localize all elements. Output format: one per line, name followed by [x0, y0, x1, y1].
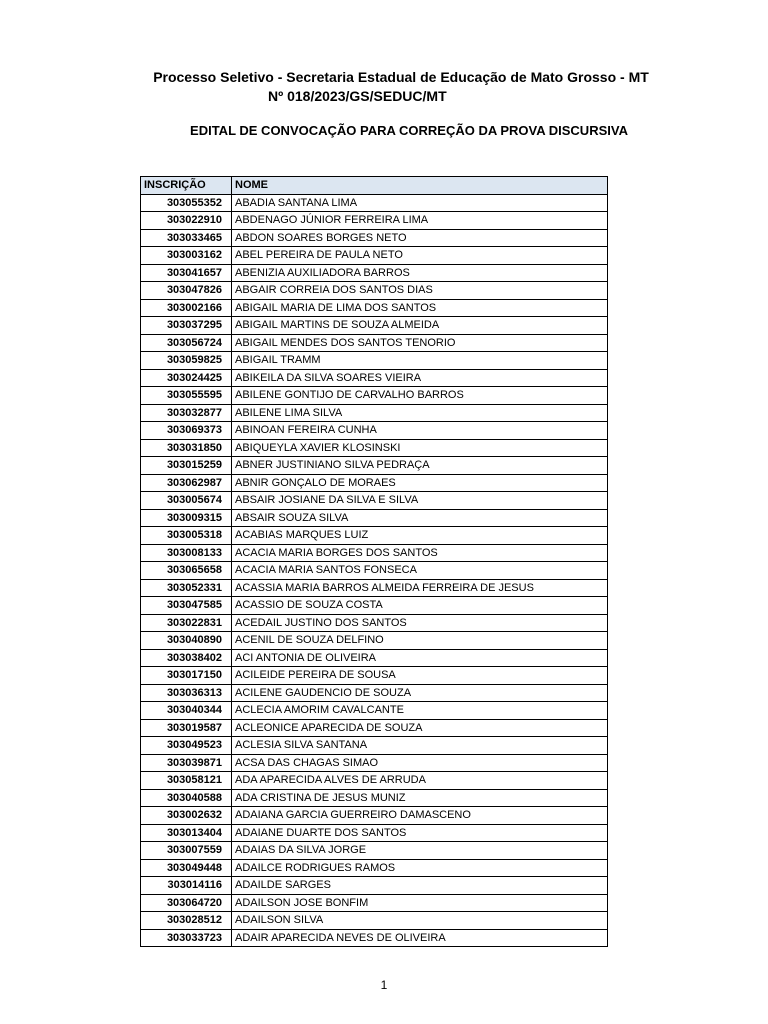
- nome-cell: ADAIANA GARCIA GUERREIRO DAMASCENO: [232, 807, 608, 825]
- table-header-row: [141, 177, 608, 195]
- inscricao-cell: 303033723: [141, 929, 232, 947]
- inscricao-cell: 303022831: [141, 614, 232, 632]
- inscricao-cell: 303009315: [141, 509, 232, 527]
- nome-cell: ADAILCE RODRIGUES RAMOS: [232, 859, 608, 877]
- table-row: [141, 492, 608, 510]
- nome-cell: ADAILSON SILVA: [232, 912, 608, 930]
- nome-cell: ADA CRISTINA DE JESUS MUNIZ: [232, 789, 608, 807]
- inscricao-cell: 303065658: [141, 562, 232, 580]
- inscricao-cell: 303056724: [141, 334, 232, 352]
- inscricao-cell: 303014116: [141, 877, 232, 895]
- nome-cell: ACLEONICE APARECIDA DE SOUZA: [232, 719, 608, 737]
- nome-cell: ADAILSON JOSE BONFIM: [232, 894, 608, 912]
- table-row: [141, 404, 608, 422]
- table-row: [141, 439, 608, 457]
- inscricao-cell: 303069373: [141, 422, 232, 440]
- inscricao-cell: 303058121: [141, 772, 232, 790]
- nome-cell: ADAILDE SARGES: [232, 877, 608, 895]
- nome-cell: ACLECIA AMORIM CAVALCANTE: [232, 702, 608, 720]
- inscricao-cell: 303049523: [141, 737, 232, 755]
- edital-heading: EDITAL DE CONVOCAÇÃO PARA CORREÇÃO DA PROVA DISCURSIVA: [190, 123, 628, 138]
- table-row: [141, 352, 608, 370]
- table-row: [141, 527, 608, 545]
- inscricao-cell: 303041657: [141, 264, 232, 282]
- inscricao-cell: 303024425: [141, 369, 232, 387]
- table-row: [141, 737, 608, 755]
- document-title: Processo Seletivo - Secretaria Estadual de Educação de Mato Grosso - MT: [153, 69, 649, 85]
- nome-cell: ABSAIR SOUZA SILVA: [232, 509, 608, 527]
- nome-cell: ACSA DAS CHAGAS SIMAO: [232, 754, 608, 772]
- table-row: [141, 229, 608, 247]
- inscricao-cell: 303008133: [141, 544, 232, 562]
- nome-cell: ACACIA MARIA BORGES DOS SANTOS: [232, 544, 608, 562]
- inscricao-cell: 303019587: [141, 719, 232, 737]
- nome-cell: ACASSIO DE SOUZA COSTA: [232, 597, 608, 615]
- table-row: [141, 317, 608, 335]
- table-row: [141, 474, 608, 492]
- nome-cell: ABENIZIA AUXILIADORA BARROS: [232, 264, 608, 282]
- inscricao-cell: 303039871: [141, 754, 232, 772]
- nome-cell: ABDON SOARES BORGES NETO: [232, 229, 608, 247]
- table-row: [141, 929, 608, 947]
- inscricao-cell: 303015259: [141, 457, 232, 475]
- nome-cell: ABIGAIL MARTINS DE SOUZA ALMEIDA: [232, 317, 608, 335]
- nome-cell: ABNIR GONÇALO DE MORAES: [232, 474, 608, 492]
- process-number: Nº 018/2023/GS/SEDUC/MT: [268, 88, 447, 104]
- table-row: [141, 719, 608, 737]
- nome-cell: ADAIANE DUARTE DOS SANTOS: [232, 824, 608, 842]
- nome-cell: ADA APARECIDA ALVES DE ARRUDA: [232, 772, 608, 790]
- table-row: [141, 842, 608, 860]
- nome-cell: ABILENE LIMA SILVA: [232, 404, 608, 422]
- inscricao-cell: 303003162: [141, 247, 232, 265]
- inscricao-cell: 303032877: [141, 404, 232, 422]
- table-row: [141, 422, 608, 440]
- column-header-nome: NOME: [232, 177, 608, 195]
- nome-cell: ACABIAS MARQUES LUIZ: [232, 527, 608, 545]
- nome-cell: ABIGAIL MARIA DE LIMA DOS SANTOS: [232, 299, 608, 317]
- table-row: [141, 509, 608, 527]
- inscricao-cell: 303007559: [141, 842, 232, 860]
- table-row: [141, 264, 608, 282]
- nome-cell: ACLESIA SILVA SANTANA: [232, 737, 608, 755]
- nome-cell: ADAIR APARECIDA NEVES DE OLIVEIRA: [232, 929, 608, 947]
- inscricao-cell: 303059825: [141, 352, 232, 370]
- inscricao-cell: 303031850: [141, 439, 232, 457]
- nome-cell: ABSAIR JOSIANE DA SILVA E SILVA: [232, 492, 608, 510]
- nome-cell: ACI ANTONIA DE OLIVEIRA: [232, 649, 608, 667]
- inscricao-cell: 303052331: [141, 579, 232, 597]
- table-row: [141, 702, 608, 720]
- candidates-table: [140, 176, 608, 947]
- page-number: 1: [380, 978, 388, 992]
- table-row: [141, 299, 608, 317]
- table-row: [141, 894, 608, 912]
- table-row: [141, 247, 608, 265]
- nome-cell: ABINOAN FEREIRA CUNHA: [232, 422, 608, 440]
- inscricao-cell: 303049448: [141, 859, 232, 877]
- nome-cell: ACILENE GAUDENCIO DE SOUZA: [232, 684, 608, 702]
- table-row: [141, 579, 608, 597]
- table-row: [141, 457, 608, 475]
- table-row: [141, 684, 608, 702]
- inscricao-cell: 303037295: [141, 317, 232, 335]
- inscricao-cell: 303002632: [141, 807, 232, 825]
- table-row: [141, 194, 608, 212]
- table-row: [141, 632, 608, 650]
- table-row: [141, 369, 608, 387]
- nome-cell: ABEL PEREIRA DE PAULA NETO: [232, 247, 608, 265]
- inscricao-cell: 303005674: [141, 492, 232, 510]
- table-body: [141, 194, 608, 947]
- table-row: [141, 562, 608, 580]
- table-row: [141, 212, 608, 230]
- nome-cell: ACENIL DE SOUZA DELFINO: [232, 632, 608, 650]
- inscricao-cell: 303064720: [141, 894, 232, 912]
- nome-cell: ABNER JUSTINIANO SILVA PEDRAÇA: [232, 457, 608, 475]
- inscricao-cell: 303047585: [141, 597, 232, 615]
- table-row: [141, 772, 608, 790]
- inscricao-cell: 303040344: [141, 702, 232, 720]
- inscricao-cell: 303022910: [141, 212, 232, 230]
- table-row: [141, 859, 608, 877]
- table-row: [141, 877, 608, 895]
- inscricao-cell: 303005318: [141, 527, 232, 545]
- nome-cell: ABIGAIL TRAMM: [232, 352, 608, 370]
- inscricao-cell: 303038402: [141, 649, 232, 667]
- inscricao-cell: 303040890: [141, 632, 232, 650]
- table-row: [141, 614, 608, 632]
- inscricao-cell: 303055352: [141, 194, 232, 212]
- nome-cell: ACACIA MARIA SANTOS FONSECA: [232, 562, 608, 580]
- table-row: [141, 282, 608, 300]
- inscricao-cell: 303002166: [141, 299, 232, 317]
- nome-cell: ABIGAIL MENDES DOS SANTOS TENORIO: [232, 334, 608, 352]
- inscricao-cell: 303040588: [141, 789, 232, 807]
- inscricao-cell: 303013404: [141, 824, 232, 842]
- inscricao-cell: 303047826: [141, 282, 232, 300]
- nome-cell: ACASSIA MARIA BARROS ALMEIDA FERREIRA DE JESUS: [232, 579, 608, 597]
- nome-cell: ABIKEILA DA SILVA SOARES VIEIRA: [232, 369, 608, 387]
- nome-cell: ACEDAIL JUSTINO DOS SANTOS: [232, 614, 608, 632]
- inscricao-cell: 303062987: [141, 474, 232, 492]
- table-row: [141, 824, 608, 842]
- nome-cell: ABADIA SANTANA LIMA: [232, 194, 608, 212]
- table-row: [141, 597, 608, 615]
- table-row: [141, 544, 608, 562]
- table-row: [141, 807, 608, 825]
- inscricao-cell: 303028512: [141, 912, 232, 930]
- inscricao-cell: 303033465: [141, 229, 232, 247]
- column-header-inscricao: INSCRIÇÃO: [141, 177, 232, 195]
- table-row: [141, 334, 608, 352]
- nome-cell: ABDENAGO JÚNIOR FERREIRA LIMA: [232, 212, 608, 230]
- nome-cell: ACILEIDE PEREIRA DE SOUSA: [232, 667, 608, 685]
- table-row: [141, 754, 608, 772]
- table-row: [141, 789, 608, 807]
- nome-cell: ABIQUEYLA XAVIER KLOSINSKI: [232, 439, 608, 457]
- nome-cell: ADAIAS DA SILVA JORGE: [232, 842, 608, 860]
- table-row: [141, 649, 608, 667]
- table-row: [141, 912, 608, 930]
- table-row: [141, 667, 608, 685]
- inscricao-cell: 303055595: [141, 387, 232, 405]
- nome-cell: ABGAIR CORREIA DOS SANTOS DIAS: [232, 282, 608, 300]
- inscricao-cell: 303017150: [141, 667, 232, 685]
- nome-cell: ABILENE GONTIJO DE CARVALHO BARROS: [232, 387, 608, 405]
- inscricao-cell: 303036313: [141, 684, 232, 702]
- table-row: [141, 387, 608, 405]
